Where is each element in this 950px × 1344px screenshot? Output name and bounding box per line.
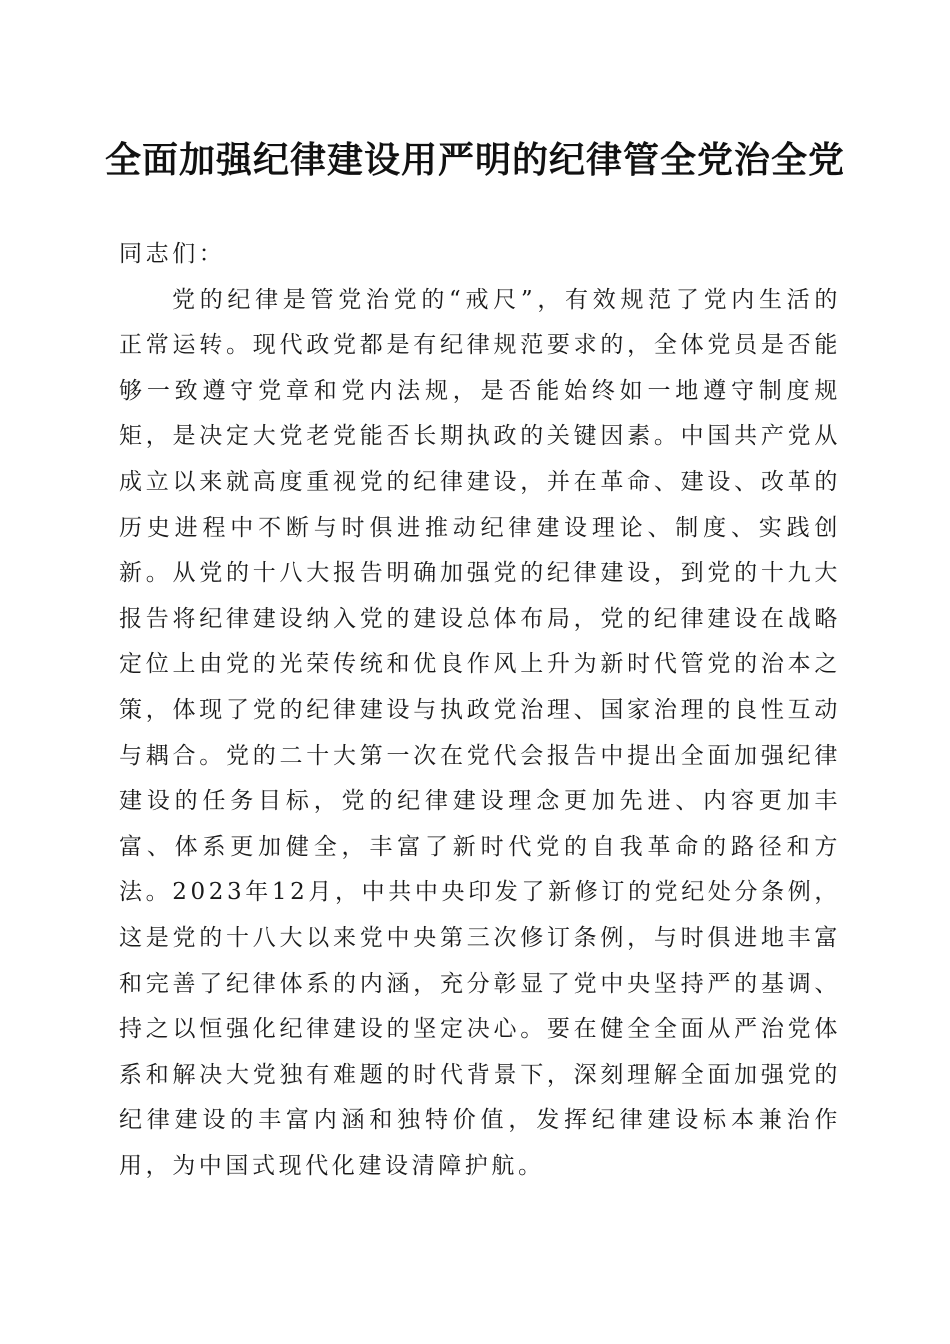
salutation: 同志们： [119, 241, 226, 267]
document-body [119, 232, 841, 1189]
document-title: 全面加强纪律建设用严明的纪律管全党治全党 [104, 139, 845, 181]
body-paragraph: 党的纪律是管党治党的“戒尺”，有效规范了党内生活的正常运转。现代政党都是有纪律规范要求的，全体党员是否能够一致遵守党章和党内法规，是否能始终如一地遵守制度规矩，是决定大党老党能否长期执政的关键因素。中国共产党从成立以来就高度重视党的纪律建设，并在革命、建设、改革的历史进程中不断与时俱进推动纪律建设理论、制度、实践创新。从党的十八大报告明确加强党的纪律建设，到党的十九大报告将纪律建设纳入党的建设总体布局，党的纪律建设在战略定位上由党的光荣传统和优良作风上升为新时代管党的治本之策，体现了党的纪律建设与执政党治理、国家治理的良性互动与耦合。党的二十大第一次在党代会报告中提出全面加强纪律建设的任务目标，党的纪律建设理念更加先进、内容更加丰富、体系更加健全，丰富了新时代党的自我革命的路径和方法。2023年12月，中共中央印发了新修订的党纪处分条例，这是党的十八大以来党中央第三次修订条例，与时俱进地丰富和完善了纪律体系的内涵，充分彰显了党中央坚持严的基调、持之以恒强化纪律建设的坚定决心。要在健全全面从严治党体系和解决大党独有难题的时代背景下，深刻理解全面加强党的纪律建设的丰富内涵和独特价值，发挥纪律建设标本兼治作用，为中国式现代化建设清障护航。 [119, 286, 841, 1179]
